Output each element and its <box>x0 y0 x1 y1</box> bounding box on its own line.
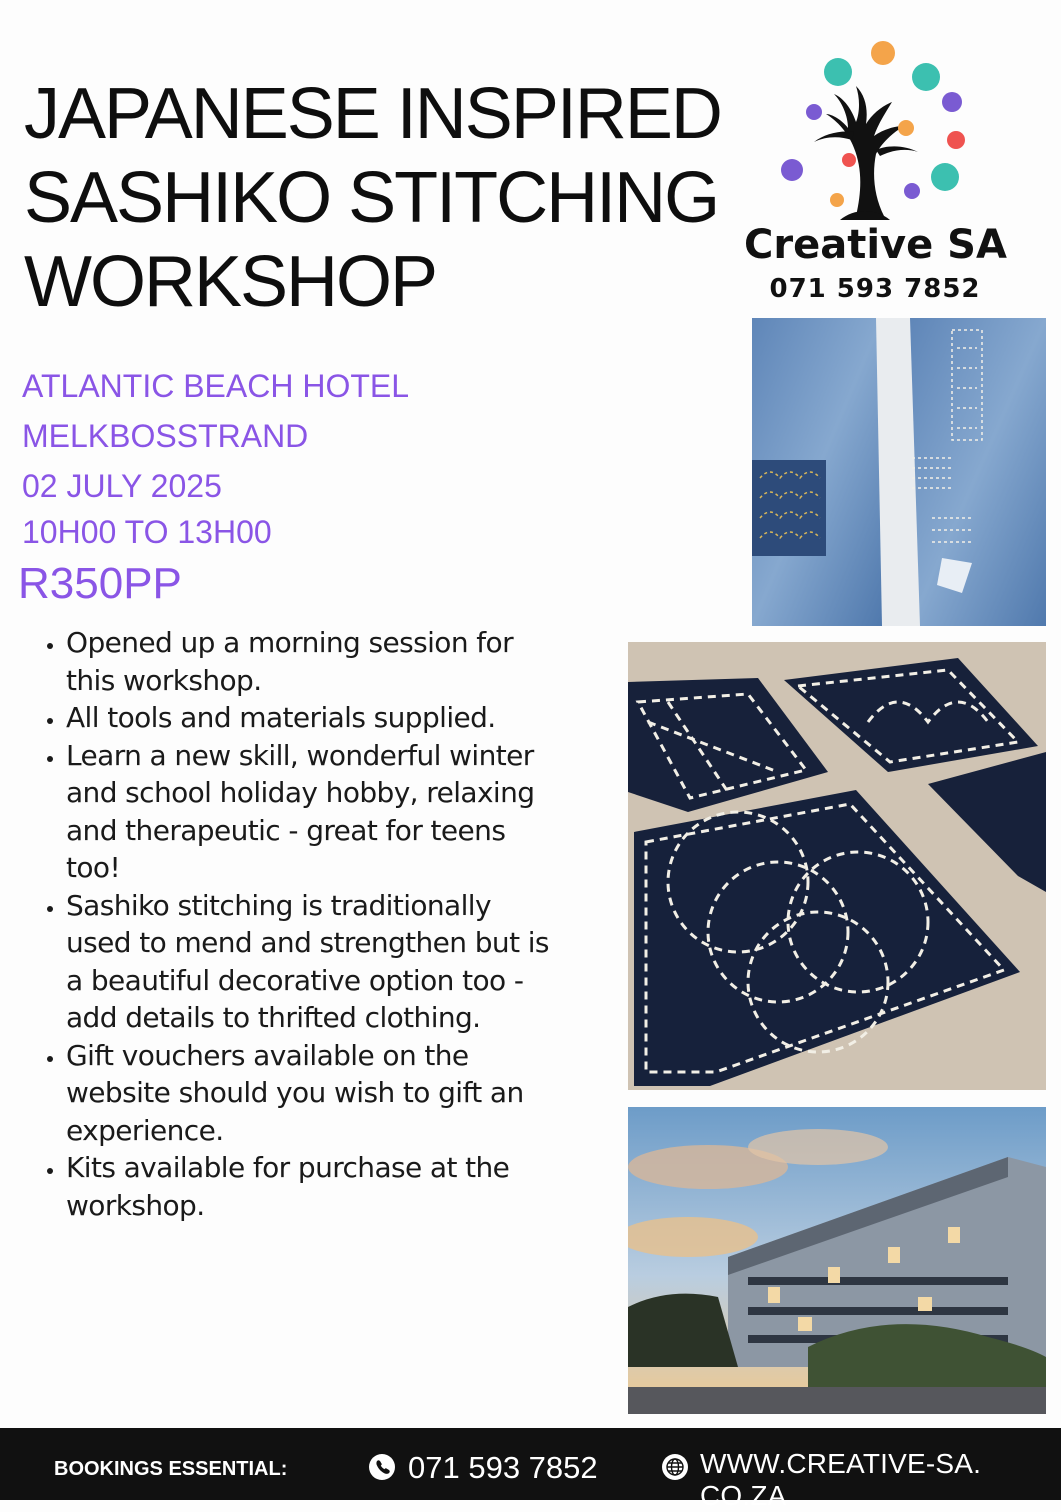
page-title <box>24 72 744 324</box>
list-item: • Kits available for purchase at the workshop. <box>66 1149 556 1224</box>
list-item: • All tools and materials supplied. <box>66 699 556 737</box>
jeans-photo <box>752 318 1046 626</box>
event-venue: ATLANTIC BEACH HOTEL <box>22 368 410 404</box>
hotel-photo <box>628 1107 1046 1414</box>
globe-icon <box>662 1454 688 1480</box>
brand-phone: 071 593 7852 <box>769 274 981 304</box>
bookings-label: BOOKINGS ESSENTIAL: <box>54 1458 288 1480</box>
footer-bar <box>0 1428 1061 1511</box>
feature-list <box>36 624 556 1224</box>
event-date: 02 JULY 2025 <box>22 468 222 504</box>
event-location: MELKBOSSTRAND <box>22 418 309 454</box>
list-item: • Gift vouchers available on the website should you wish to gift an experience. <box>66 1037 556 1150</box>
brand-name: Creative SA <box>744 222 1007 268</box>
list-item: • Sashiko stitching is traditionally used to mend and strengthen but is a beautiful decorative option too - add details to thrifted clothing. <box>66 887 556 1037</box>
phone-icon <box>369 1454 395 1480</box>
event-time: 10H00 TO 13H00 <box>22 514 272 550</box>
title-line-2: SASHIKO STITCHING <box>24 158 719 238</box>
title-line-1: JAPANESE INSPIRED <box>24 74 721 154</box>
footer-phone[interactable]: 071 593 7852 <box>408 1450 598 1485</box>
list-item: • Opened up a morning session for this workshop. <box>66 624 556 699</box>
coasters-photo <box>628 642 1046 1090</box>
title-line-3: WORKSHOP <box>24 242 437 322</box>
list-item: • Learn a new skill, wonderful winter and school holiday hobby, relaxing and therapeutic - great for teens too! <box>66 737 556 887</box>
event-price: R350PP <box>18 559 182 608</box>
tree-logo-icon <box>744 40 1006 310</box>
footer-website[interactable]: WWW.CREATIVE-SA. CO.ZA <box>700 1448 982 1511</box>
